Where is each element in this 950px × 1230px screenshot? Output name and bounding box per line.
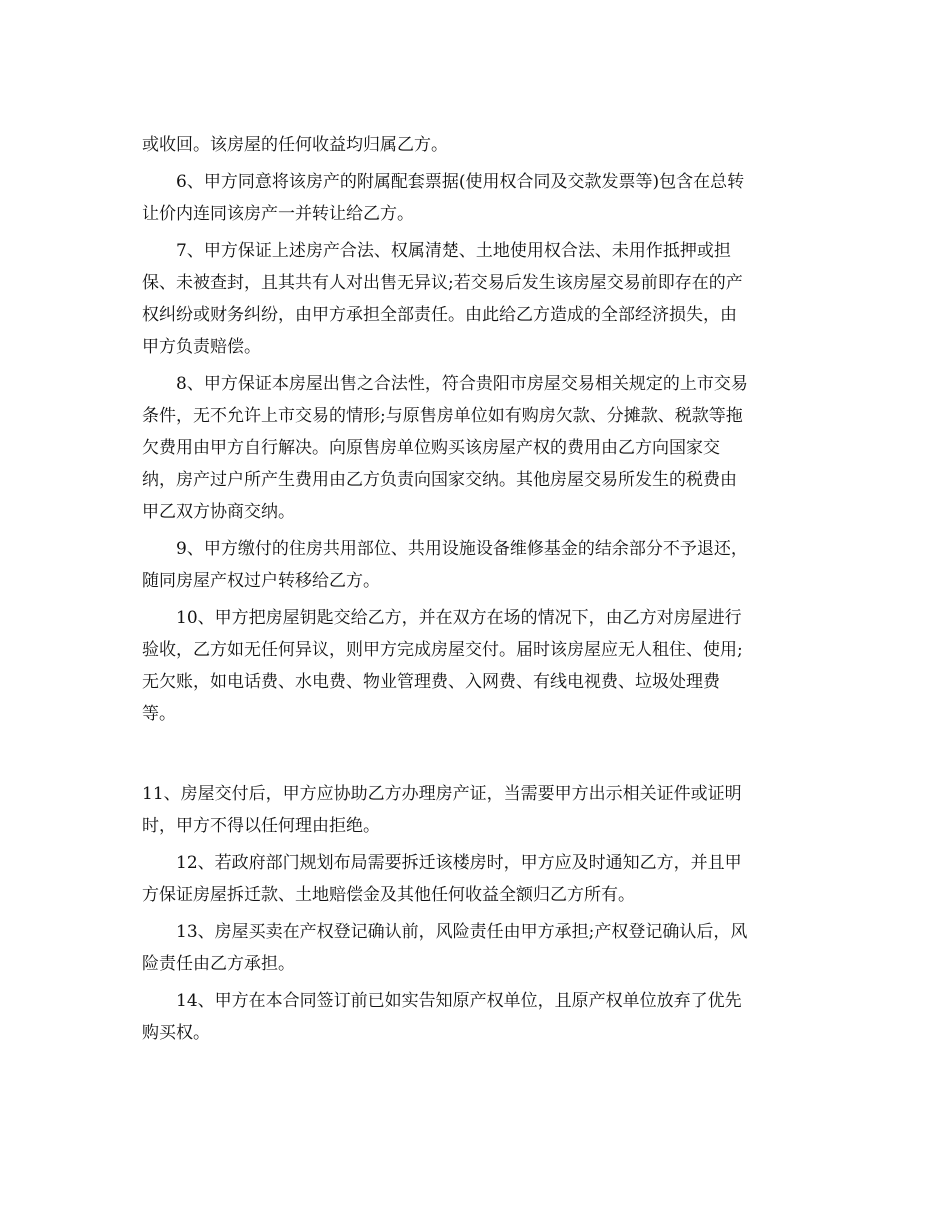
text-line: 11、房屋交付后，甲方应协助乙方办理房产证，当需要甲方出示相关证件或证明	[142, 784, 742, 804]
paragraph-clause-12	[142, 847, 810, 911]
paragraph-clause-7	[142, 235, 810, 363]
text-line: 纳，房产过户所产生费用由乙方负责向国家交纳。其他房屋交易所发生的税费由	[142, 470, 737, 490]
paragraph-clause-10	[142, 602, 810, 730]
paragraph-clause-14	[142, 985, 810, 1049]
text-line: 6、甲方同意将该房产的附属配套票据(使用权合同及交款发票等)包含在总转	[176, 172, 745, 192]
text-line: 8、甲方保证本房屋出售之合法性，符合贵阳市房屋交易相关规定的上市交易	[176, 374, 748, 394]
text-line: 时，甲方不得以任何理由拒绝。	[142, 816, 380, 836]
text-line: 甲方负责赔偿。	[142, 337, 261, 357]
text-line: 12、若政府部门规划布局需要拆迁该楼房时，甲方应及时通知乙方，并且甲	[176, 853, 742, 873]
text-line: 欠费用由甲方自行解决。向原售房单位购买该房屋产权的费用由乙方向国家交	[142, 438, 720, 458]
text-line: 购买权。	[142, 1023, 210, 1043]
paragraph-clause-11	[142, 778, 810, 842]
paragraph-0	[142, 129, 810, 161]
text-line: 9、甲方缴付的住房共用部位、共用设施设备维修基金的结余部分不予退还，	[176, 539, 748, 559]
text-line: 条件，无不允许上市交易的情形;与原售房单位如有购房欠款、分摊款、税款等拖	[142, 406, 743, 426]
text-line: 14、甲方在本合同签订前已如实告知原产权单位，且原产权单位放弃了优先	[176, 991, 742, 1011]
text-line: 方保证房屋拆迁款、土地赔偿金及其他任何收益全额归乙方所有。	[142, 885, 635, 905]
text-line: 13、房屋买卖在产权登记确认前，风险责任由甲方承担;产权登记确认后，风	[176, 922, 748, 942]
text-line: 随同房屋产权过户转移给乙方。	[142, 571, 380, 591]
paragraph-clause-13	[142, 916, 810, 980]
text-line: 无欠账，如电话费、水电费、物业管理费、入网费、有线电视费、垃圾处理费	[142, 672, 720, 692]
text-line: 权纠纷或财务纠纷，由甲方承担全部责任。由此给乙方造成的全部经济损失，由	[142, 305, 737, 325]
text-line: 保、未被查封，且其共有人对出售无异议;若交易后发生该房屋交易前即存在的产	[142, 273, 743, 293]
text-line: 险责任由乙方承担。	[142, 954, 295, 974]
text-line: 7、甲方保证上述房产合法、权属清楚、土地使用权合法、未用作抵押或担	[176, 241, 731, 261]
text-line: 验收，乙方如无任何异议，则甲方完成房屋交付。届时该房屋应无人租住、使用;	[142, 640, 743, 660]
document-body	[142, 129, 810, 1049]
text-line: 10、甲方把房屋钥匙交给乙方，并在双方在场的情况下，由乙方对房屋进行	[176, 608, 742, 628]
text-line: 或收回。该房屋的任何收益均归属乙方。	[142, 135, 448, 155]
text-line: 让价内连同该房产一并转让给乙方。	[142, 204, 414, 224]
paragraph-clause-6	[142, 166, 810, 230]
paragraph-clause-9	[142, 533, 810, 597]
paragraph-clause-8	[142, 368, 810, 528]
text-line: 等。	[142, 704, 176, 724]
text-line: 甲乙双方协商交纳。	[142, 502, 295, 522]
